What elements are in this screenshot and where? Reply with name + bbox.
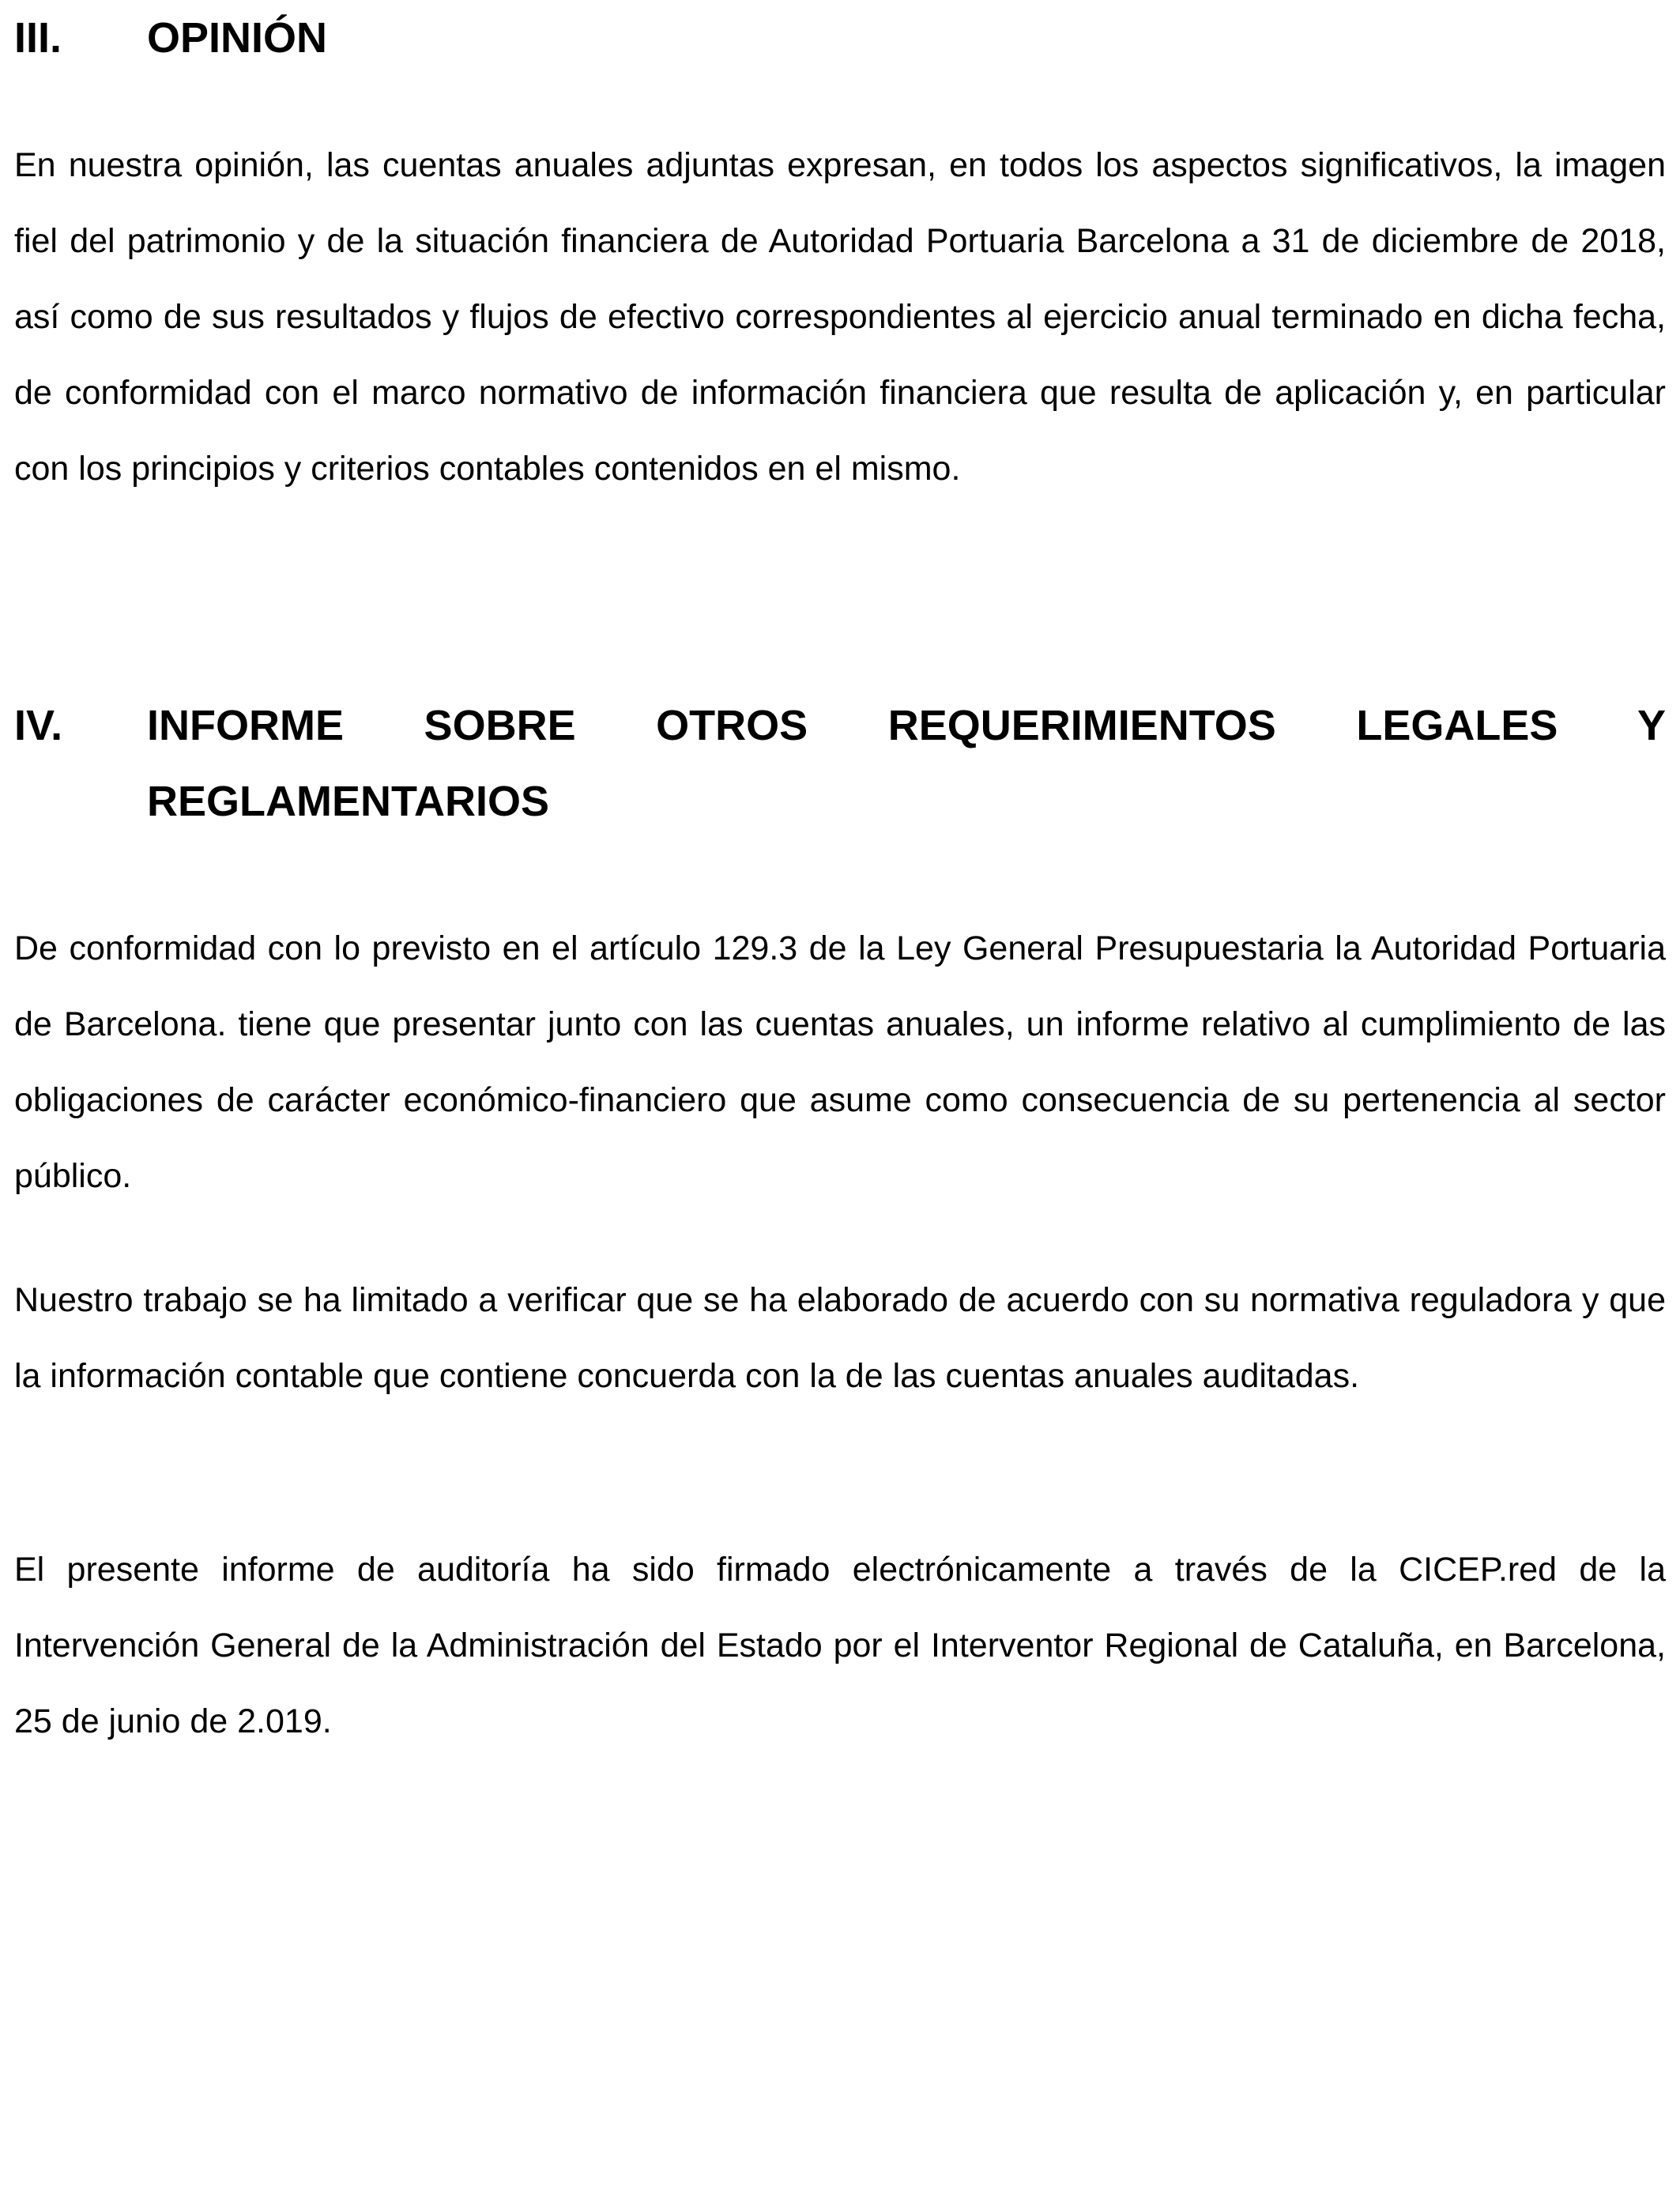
legal-paragraph-1: De conformidad con lo previsto en el artículo 129.3 de la Ley General Presupuestaria la Autoridad Portuaria de Barcelona. tiene que presentar junto con las cuentas anuales, un informe relativo al cumplimiento de las obligaciones de carácter económico-financiero que asume como consecuencia de su pertenencia al sector público.: [14, 929, 1666, 1195]
section-title-line-2: REGLAMENTARIOS: [147, 778, 549, 825]
legal-paragraph-2: Nuestro trabajo se ha limitado a verificar que se ha elaborado de acuerdo con su normativa reguladora y que la información contable que contiene concuerda con la de las cuentas anuales auditadas.: [14, 1281, 1666, 1395]
section-heading-legal-requirements: [14, 688, 1666, 839]
section-title-line-1: INFORME SOBRE OTROS REQUERIMIENTOS LEGALES Y: [147, 702, 1666, 749]
section-number: III.: [14, 14, 62, 62]
section-title: OPINIÓN: [147, 14, 328, 62]
section-number: IV.: [14, 702, 63, 749]
section-title: [147, 688, 1666, 839]
signature-paragraph: El presente informe de auditoría ha sido firmado electrónicamente a través de la CICEP.red de la Intervención General de la Administración del Estado por el Interventor Regional de Cataluña, en Barcelona, 25 de junio de 2.019.: [14, 1551, 1666, 1740]
section-heading-opinion: [14, 0, 1666, 76]
opinion-paragraph: En nuestra opinión, las cuentas anuales adjuntas expresan, en todos los aspectos significativos, la imagen fiel del patrimonio y de la situación financiera de Autoridad Portuaria Barcelona a 31 de diciembre de 2018, así como de sus resultados y flujos de efectivo correspondientes al ejercicio anual terminado en dicha fecha, de conformidad con el marco normativo de información financiera que resulta de aplicación y, en particular con los principios y criterios contables contenidos en el mismo.: [14, 146, 1666, 488]
